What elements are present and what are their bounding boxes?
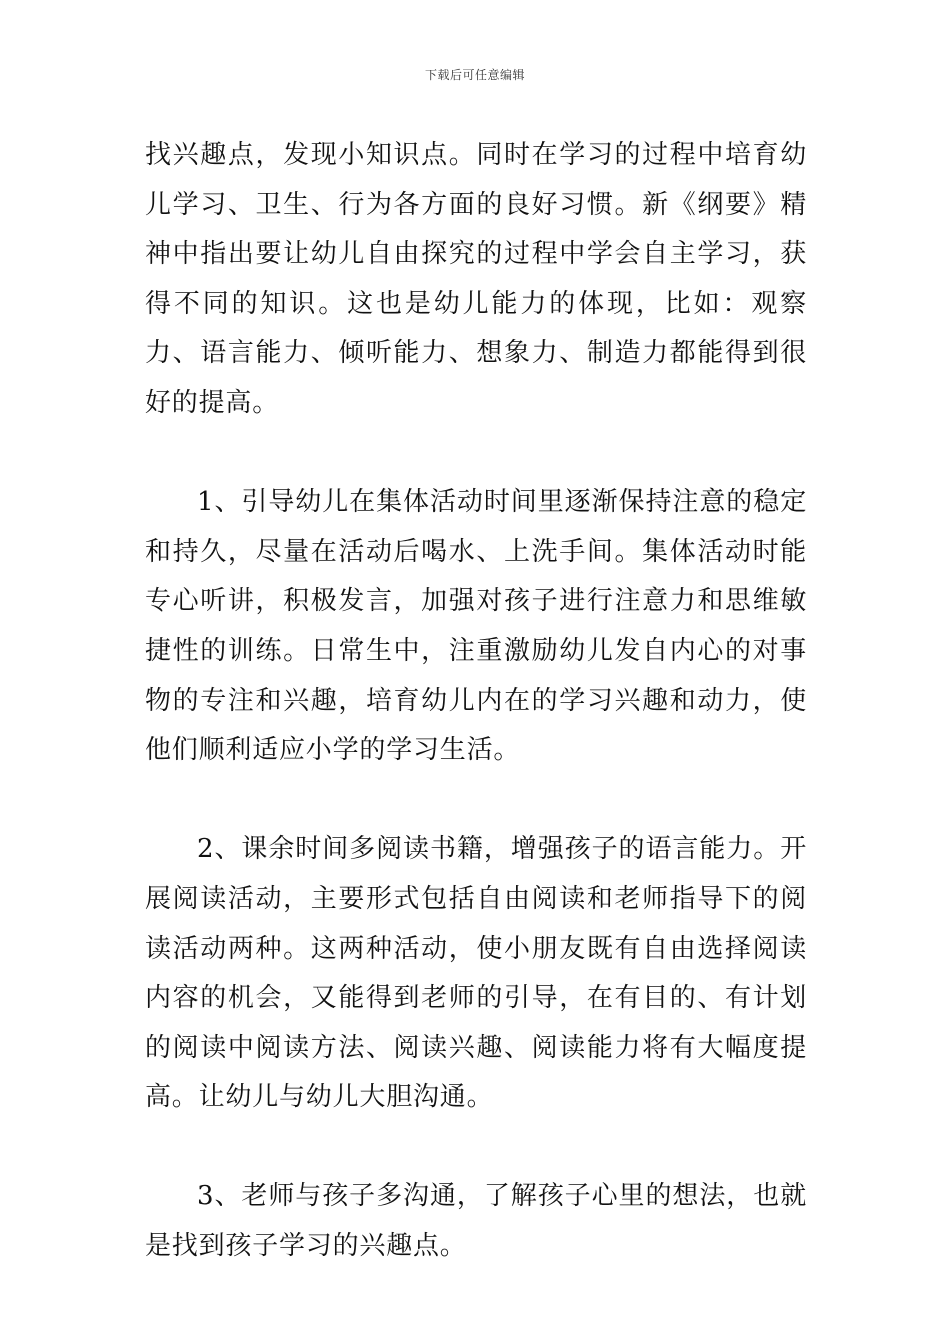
paragraph-gap bbox=[145, 1123, 807, 1173]
paragraph-item-2: 2、课余时间多阅读书籍，增强孩子的语言能力。开展阅读活动，主要形式包括自由阅读和老师指导下的阅读活动两种。这两种活动，使小朋友既有自由选择阅读内容的机会，又能得到老师的引导，在有目的、有计划的阅读中阅读方法、阅读兴趣、阅读能力将有大幅度提高。让幼儿与幼儿大胆沟通。 bbox=[145, 834, 807, 1113]
paragraph-gap bbox=[145, 776, 807, 826]
paragraph-gap bbox=[145, 429, 807, 479]
paragraph-item-1: 1、引导幼儿在集体活动时间里逐渐保持注意的稳定和持久，尽量在活动后喝水、上洗手间。集体活动时能专心听讲，积极发言，加强对孩子进行注意力和思维敏捷性的训练。日常生中，注重激励幼儿发自内心的对事物的专注和兴趣，培育幼儿内在的学习兴趣和动力，使他们顺利适应小学的学习生活。 bbox=[145, 487, 807, 766]
paragraph-intro: 找兴趣点，发现小知识点。同时在学习的过程中培育幼儿学习、卫生、行为各方面的良好习惯。新《纲要》精神中指出要让幼儿自由探究的过程中学会自主学习，获得不同的知识。这也是幼儿能力的体现，比如：观察力、语言能力、倾听能力、想象力、制造力都能得到很好的提高。 bbox=[145, 140, 807, 418]
paragraph-item-3: 3、老师与孩子多沟通，了解孩子心里的想法，也就是找到孩子学习的兴趣点。 bbox=[145, 1181, 807, 1262]
document-body bbox=[145, 131, 807, 1272]
header-note: 下载后可任意编辑 bbox=[424, 68, 525, 82]
